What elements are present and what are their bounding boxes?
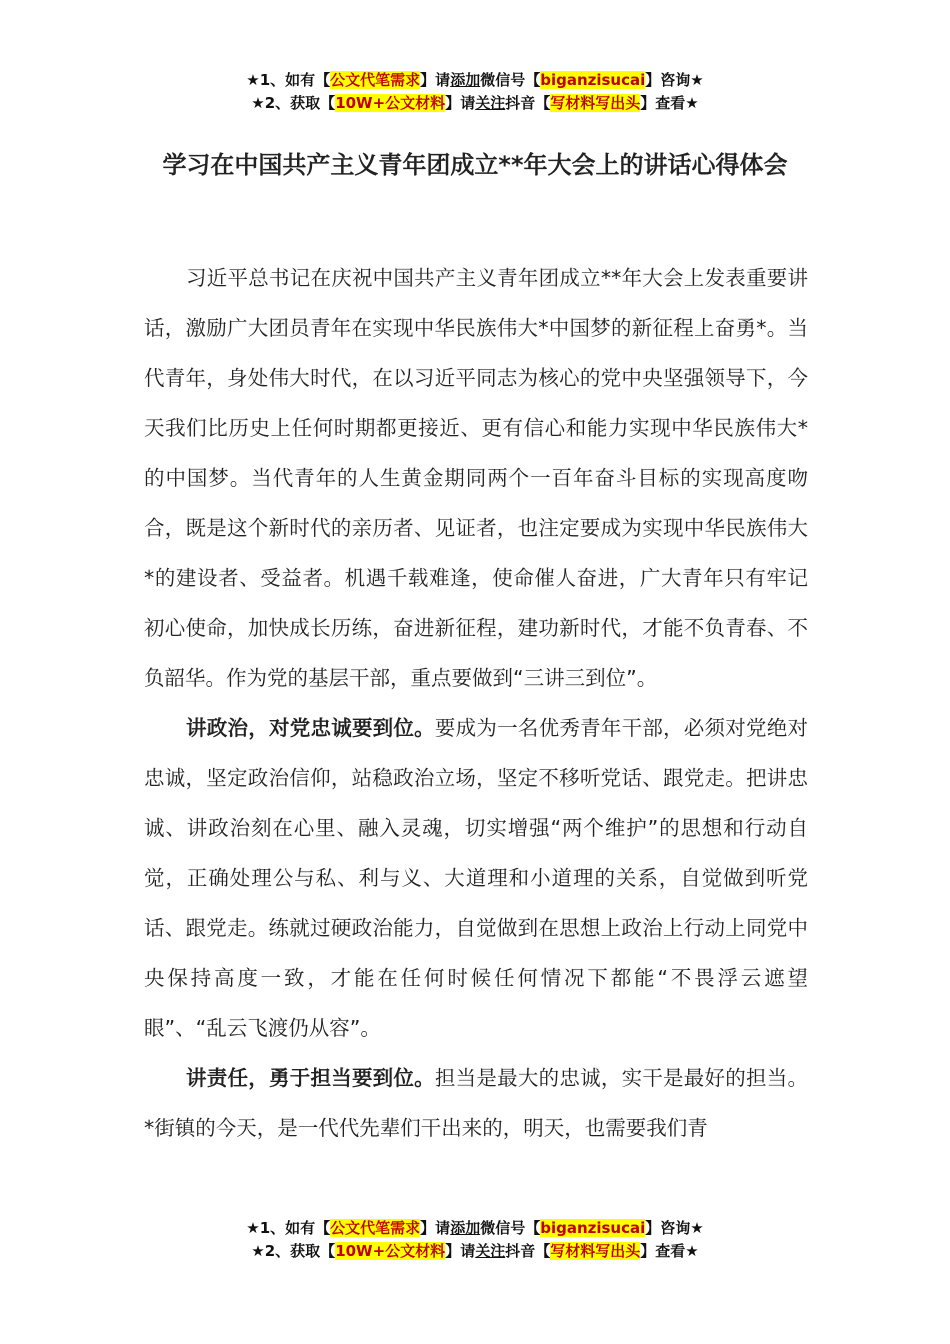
paragraph-politics [144, 703, 808, 1053]
ad-underlined: 关注 [475, 1242, 506, 1260]
ad-text: 】请 [445, 94, 476, 112]
ad-underlined: 添加 [450, 71, 481, 89]
document-title: 学习在中国共产主义青年团成立**年大会上的讲话心得体会 [162, 151, 788, 179]
ad-text: 】请 [420, 1219, 451, 1237]
ad-underlined: 添加 [450, 1219, 481, 1237]
paragraph-text: 要成为一名优秀青年干部，必须对党绝对忠诚，坚定政治信仰，站稳政治立场，坚定不移听党话、跟党走。把讲忠诚、讲政治刻在心里、融入灵魂，切实增强“两个维护”的思想和行动自觉，正确处理公与私、利与义、大道理和小道理的关系，自觉做到听党话、跟党走。练就过硬政治能力，自觉做到在思想上政治上行动上同党中央保持高度一致，才能在任何时候任何情况下都能“不畏浮云遮望眼”、“乱云飞渡仍从容”。 [144, 716, 808, 1040]
wechat-id-highlight: biganzisucai [540, 1219, 646, 1237]
paragraph-text: 担当是最大的忠诚，实干是最好的担当。*街镇的今天，是一代代先辈们干出来的，明天，也需要我们青 [144, 1066, 808, 1140]
ad-text: ★2、获取【 [251, 1242, 336, 1260]
ad-highlight: 10W+公文材料 [335, 94, 446, 112]
ad-text: ★1、如有【 [246, 1219, 331, 1237]
ad-line-2 [0, 92, 950, 115]
ad-highlight: 公文代笔需求 [330, 1219, 421, 1237]
ad-text: 微信号【 [480, 1219, 541, 1237]
douyin-id-highlight: 写材料写出头 [550, 1242, 641, 1260]
ad-line-1 [0, 1217, 950, 1240]
paragraph-responsibility [144, 1053, 808, 1153]
ad-line-2 [0, 1240, 950, 1263]
ad-text: ★2、获取【 [251, 94, 336, 112]
ad-line-1 [0, 69, 950, 92]
ad-text: ★1、如有【 [246, 71, 331, 89]
document-body [144, 253, 808, 1153]
ad-text: 】请 [445, 1242, 476, 1260]
ad-highlight: 公文代笔需求 [330, 71, 421, 89]
paragraph-lead: 讲责任，勇于担当要到位。 [186, 1066, 435, 1090]
ad-text: 抖音【 [505, 94, 551, 112]
paragraph-lead: 讲政治，对党忠诚要到位。 [186, 716, 435, 740]
ad-text: 抖音【 [505, 1242, 551, 1260]
ad-text: 】请 [420, 71, 451, 89]
ad-text: 】查看★ [640, 94, 699, 112]
ad-text: 】咨询★ [645, 71, 704, 89]
douyin-id-highlight: 写材料写出头 [550, 94, 641, 112]
ad-text: 微信号【 [480, 71, 541, 89]
ad-underlined: 关注 [475, 94, 506, 112]
wechat-id-highlight: biganzisucai [540, 71, 646, 89]
ad-banner-bottom [0, 1217, 950, 1263]
ad-banner-top [0, 69, 950, 115]
ad-text: 】咨询★ [645, 1219, 704, 1237]
paragraph-intro [144, 253, 808, 703]
ad-highlight: 10W+公文材料 [335, 1242, 446, 1260]
paragraph-text: 习近平总书记在庆祝中国共产主义青年团成立**年大会上发表重要讲话，激励广大团员青年在实现中华民族伟大*中国梦的新征程上奋勇*。当代青年，身处伟大时代，在以习近平同志为核心的党中央坚强领导下，今天我们比历史上任何时期都更接近、更有信心和能力实现中华民族伟大*的中国梦。当代青年的人生黄金期同两个一百年奋斗目标的实现高度吻合，既是这个新时代的亲历者、见证者，也注定要成为实现中华民族伟大*的建设者、受益者。机遇千载难逢，使命催人奋进，广大青年只有牢记初心使命，加快成长历练，奋进新征程，建功新时代，才能不负青春、不负韶华。作为党的基层干部，重点要做到“三讲三到位”。 [144, 266, 808, 690]
ad-text: 】查看★ [640, 1242, 699, 1260]
